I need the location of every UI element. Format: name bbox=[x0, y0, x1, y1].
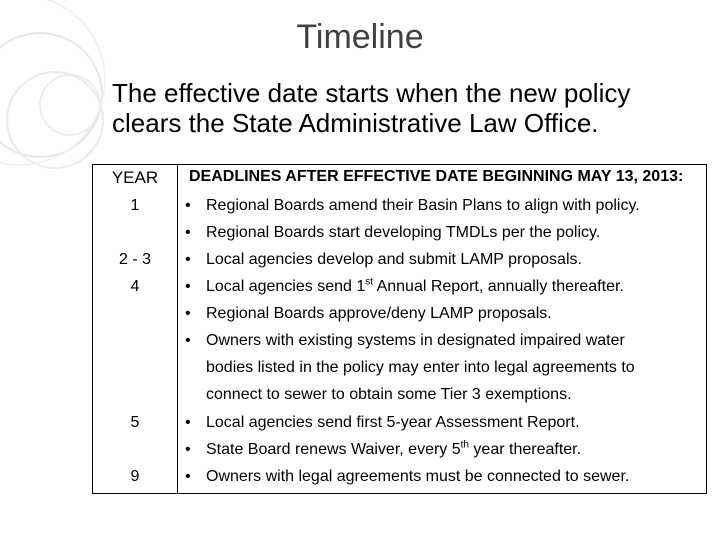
deadline-item bbox=[206, 441, 581, 459]
column-divider bbox=[177, 165, 178, 493]
deadlines-header: DEADLINES AFTER EFFECTIVE DATE BEGINNING MAY 13, 2013: bbox=[189, 168, 684, 185]
deadline-item-text: Annual Report, annually thereafter. bbox=[373, 278, 624, 295]
deadline-item-text: Local agencies send 1 bbox=[206, 278, 366, 295]
deadline-item-text: year thereafter. bbox=[468, 441, 582, 458]
bullet-icon: • bbox=[185, 332, 191, 349]
bullet-icon: • bbox=[185, 224, 191, 241]
bullet-icon: • bbox=[185, 468, 191, 485]
deadline-item-line: Owners with existing systems in designated impaired water bbox=[206, 332, 625, 349]
deadline-item: Owners with legal agreements must be connected to sewer. bbox=[206, 468, 630, 485]
deadline-item-line: connect to sewer to obtain some Tier 3 exemptions. bbox=[206, 386, 572, 403]
year-label: 5 bbox=[130, 414, 140, 431]
year-label: 4 bbox=[130, 278, 140, 295]
deadline-item: Local agencies develop and submit LAMP proposals. bbox=[206, 251, 582, 268]
bullet-icon: • bbox=[185, 251, 191, 268]
year-header: YEAR bbox=[111, 168, 159, 187]
deadline-item bbox=[206, 278, 624, 296]
year-label: 9 bbox=[130, 468, 140, 485]
ordinal-suffix: th bbox=[460, 439, 469, 451]
bullet-icon: • bbox=[185, 305, 191, 322]
intro-text: The effective date starts when the new policy clears the State Administrative Law Office. bbox=[112, 78, 631, 138]
deadline-item-text: State Board renews Waiver, every 5 bbox=[206, 441, 461, 458]
slide-title: Timeline bbox=[296, 18, 424, 56]
bullet-icon: • bbox=[185, 197, 191, 214]
bullet-icon: • bbox=[185, 278, 191, 295]
deadline-item: Regional Boards approve/deny LAMP proposals. bbox=[206, 305, 552, 322]
deadline-item: Regional Boards amend their Basin Plans to align with policy. bbox=[206, 197, 640, 214]
bullet-icon: • bbox=[185, 441, 191, 458]
deadline-item: Regional Boards start developing TMDLs per the policy. bbox=[206, 224, 601, 241]
deadline-item-line: bodies listed in the policy may enter into legal agreements to bbox=[206, 359, 635, 376]
ordinal-suffix: st bbox=[365, 276, 374, 288]
timeline-table bbox=[92, 164, 707, 494]
bullet-icon: • bbox=[185, 414, 191, 431]
year-label: 2 - 3 bbox=[118, 251, 151, 268]
year-label: 1 bbox=[130, 197, 140, 214]
deadline-item: Local agencies send first 5-year Assessment Report. bbox=[206, 414, 580, 431]
